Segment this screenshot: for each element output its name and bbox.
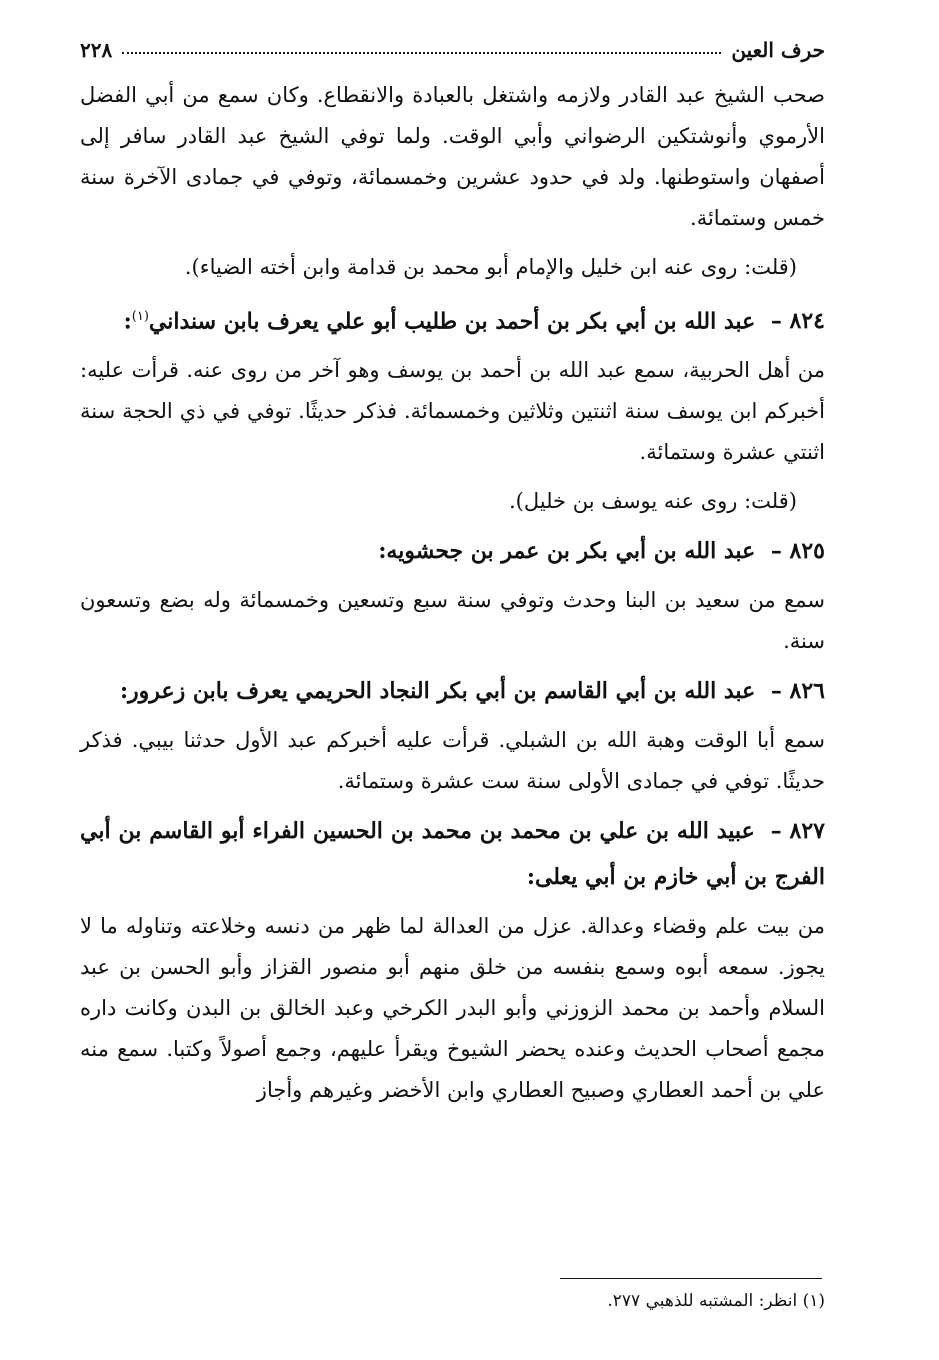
- entry-heading-826: [80, 668, 825, 714]
- entry-heading-825: [80, 528, 825, 574]
- header-dots: [122, 51, 721, 54]
- paragraph-3: من أهل الحربية، سمع عبد الله بن أحمد بن يوسف وهو آخر من روى عنه. قرأت عليه: أخبركم ابن يوسف سنة اثنتين وثلاثين وخمسمائة. فذكر حديثًا. توفي في ذي الحجة سنة اثنتي عشرة وستمائة.: [80, 358, 825, 465]
- footnote-divider: [560, 1278, 822, 1279]
- entry-number: ٨٢٤ –: [770, 308, 825, 335]
- entry-colon: :: [123, 308, 132, 335]
- entry-title: عبد الله بن أبي القاسم بن أبي بكر النجاد الحريمي يعرف بابن زعرور:: [119, 678, 756, 705]
- entry-number: ٨٢٧ –: [770, 818, 825, 845]
- page-number: ٢٢٨: [80, 38, 113, 62]
- note-1: (قلت: روى عنه ابن خليل والإمام أبو محمد بن قدامة وابن أخته الضياء).: [184, 255, 797, 279]
- paragraph-8: سمع أبا الوقت وهبة الله بن الشبلي. قرأت عليه أخبركم عبد الأول حدثنا بيبي. فذكر حديثًا. توفي في جمادى الأولى سنة ست عشرة وستمائة.: [80, 728, 825, 794]
- entry-title: عبد الله بن أبي بكر بن أحمد بن طليب أبو علي يعرف بابن سنداني: [148, 308, 756, 335]
- paragraph-6: سمع من سعيد بن البنا وحدث وتوفي سنة سبع وتسعين وخمسمائة وله بضع وتسعون سنة.: [80, 588, 825, 654]
- entry-title: عبد الله بن أبي بكر بن عمر بن جحشويه:: [378, 538, 756, 565]
- page-header: [80, 22, 825, 63]
- note-4: (قلت: روى عنه يوسف بن خليل).: [508, 489, 797, 514]
- paragraph-10: من بيت علم وقضاء وعدالة. عزل من العدالة لما ظهر من دنسه وخلاعته وتناوله ما لا يجوز. سمعه أبوه وسمع بنفسه من خلق منهم أبو منصور القزاز وأبو الحسن بن عبد السلام وأحمد بن محمد الزوزني وأبو البدر الكرخي وعبد الخالق بن البدن وكانت داره مجمع أصحاب الحديث وعنده يحضر الشيوخ ويقرأ عليهم، وجمع أصولاً وكتبا. سمع منه علي بن أحمد العطاري وصبيح العطاري وابن الأخضر وغيرهم وأجاز: [80, 914, 825, 1103]
- paragraph-0: صحب الشيخ عبد القادر ولازمه واشتغل بالعبادة والانقطاع. وكان سمع من أبي الفضل الأرموي وأنوشتكين الرضواني وأبي الوقت. ولما توفي الشيخ عبد القادر سافر إلى أصفهان واستوطنها. ولد في حدود عشرين وخمسمائة، وتوفي في جمادى الآخرة سنة خمس وستمائة.: [80, 83, 825, 230]
- running-title: حرف العين: [731, 38, 825, 62]
- entry-heading-824: [80, 294, 825, 344]
- entry-number: ٨٢٥ –: [770, 538, 825, 565]
- entry-number: ٨٢٦ –: [770, 678, 825, 705]
- page: [80, 22, 825, 1111]
- footnote: (١) انظر: المشتبه للذهبي ٢٧٧.: [607, 1291, 825, 1311]
- entry-heading-827: [80, 808, 825, 900]
- footnote-ref: (١): [131, 309, 149, 324]
- entry-title: عبيد الله بن علي بن محمد بن محمد بن الحسين الفراء أبو القاسم بن أبي الفرج بن أبي خازم بن أبي يعلى:: [80, 818, 825, 891]
